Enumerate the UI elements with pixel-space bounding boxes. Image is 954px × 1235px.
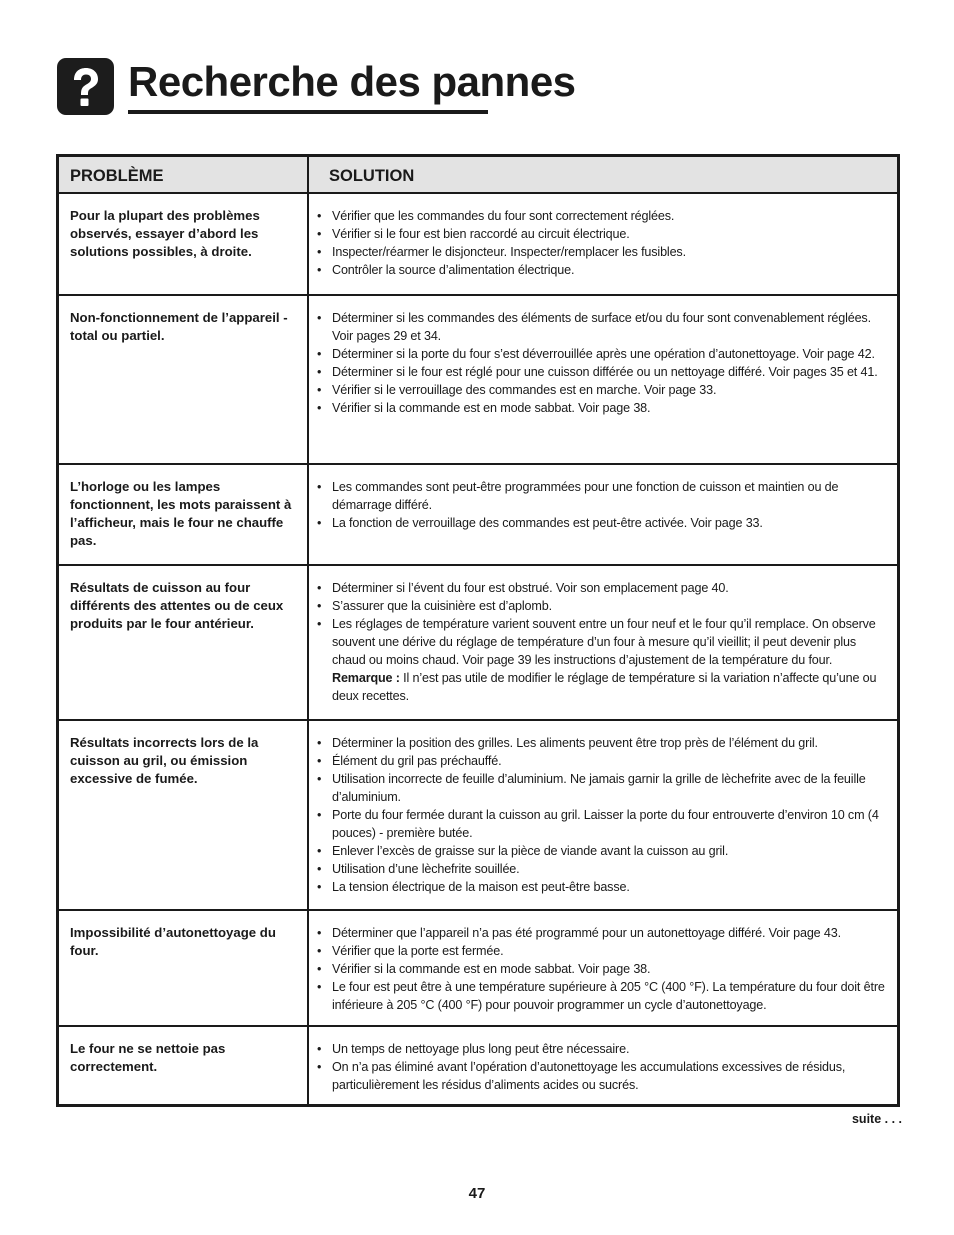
solution-list <box>317 924 892 1014</box>
solution-list <box>317 309 892 417</box>
table-row <box>59 1025 897 1104</box>
page-title: Recherche des pannes <box>128 58 576 105</box>
table-row <box>59 909 897 1025</box>
page-number: 47 <box>468 1185 486 1202</box>
table-row <box>59 564 897 719</box>
solution-list <box>317 579 892 705</box>
solution-item: • Porte du four fermée durant la cuisson au gril. Laisser la porte du four entrouverte d’environ 10 cm (4 pouces) - première butée. <box>317 806 892 842</box>
solution-item: • Vérifier si la commande est en mode sabbat. Voir page 38. <box>317 960 892 978</box>
continued-label: suite . . . <box>851 1112 902 1126</box>
problem-cell: Pour la plupart des problèmes observés, essayer d’abord les solutions possibles, à droite. <box>70 208 260 259</box>
table-row <box>59 463 897 564</box>
solution-item: • Déterminer la position des grilles. Les aliments peuvent être trop près de l’élément du gril. <box>317 734 892 752</box>
solution-item: • Déterminer que l’appareil n’a pas été programmé pour un autonettoyage différé. Voir page 43. <box>317 924 892 942</box>
solution-list <box>317 1040 892 1094</box>
solution-item: • Contrôler la source d’alimentation électrique. <box>317 261 892 279</box>
title-underline <box>128 110 488 114</box>
solution-list <box>317 207 892 279</box>
solution-list <box>317 734 892 896</box>
problem-cell: Non-fonctionnement de l’appareil - total ou partiel. <box>70 310 288 343</box>
question-mark-icon <box>57 58 114 115</box>
problem-cell: Résultats incorrects lors de la cuisson au gril, ou émission excessive de fumée. <box>70 735 259 786</box>
solution-item: • S’assurer que la cuisinière est d’aplomb. <box>317 597 892 615</box>
remark-label: Remarque : <box>332 671 400 685</box>
troubleshooting-table <box>56 154 900 1107</box>
solution-item: • Les commandes sont peut-être programmées pour une fonction de cuisson et maintien ou de démarrage différé. <box>317 478 892 514</box>
solution-item: • On n’a pas éliminé avant l’opération d’autonettoyage les accumulations excessives de résidus, particulièrement les résidus d’aliments acides ou sucrés. <box>317 1058 892 1094</box>
table-header <box>59 157 897 194</box>
column-header-problem: PROBLÈME <box>70 167 164 185</box>
solution-item: • Vérifier si le verrouillage des commandes est en marche. Voir page 33. <box>317 381 892 399</box>
solution-item: • Le four est peut être à une température supérieure à 205 °C (400 °F). La température du four doit être inférieure à 205 °C (400 °F) pour pouvoir programmer un cycle d’autonettoyage. <box>317 978 892 1014</box>
solution-item: • Vérifier que les commandes du four sont correctement réglées. <box>317 207 892 225</box>
solution-item: • Déterminer si la porte du four s’est déverrouillée après une opération d’autonettoyage. Voir page 42. <box>317 345 892 363</box>
solution-item: • La tension électrique de la maison est peut-être basse. <box>317 878 892 896</box>
problem-cell: Impossibilité d’autonettoyage du four. <box>70 925 276 958</box>
solution-item: • Un temps de nettoyage plus long peut être nécessaire. <box>317 1040 892 1058</box>
table-row <box>59 719 897 909</box>
table-row <box>59 194 897 294</box>
remark-text: Il n’est pas utile de modifier le réglage de température si la variation n’affecte qu’une ou deux recettes. <box>332 671 877 703</box>
solution-list <box>317 478 892 532</box>
solution-item: • Déterminer si l’évent du four est obstrué. Voir son emplacement page 40. <box>317 579 892 597</box>
solution-item <box>317 615 892 705</box>
solution-item: • Déterminer si les commandes des éléments de surface et/ou du four sont convenablement réglées. Voir pages 29 et 34. <box>317 309 892 345</box>
solution-item: • La fonction de verrouillage des commandes est peut-être activée. Voir page 33. <box>317 514 892 532</box>
table-row <box>59 294 897 463</box>
solution-item: • Vérifier si la commande est en mode sabbat. Voir page 38. <box>317 399 892 417</box>
solution-item: • Utilisation incorrecte de feuille d’aluminium. Ne jamais garnir la grille de lèchefrite avec de la feuille d’aluminium. <box>317 770 892 806</box>
solution-item: • Vérifier que la porte est fermée. <box>317 942 892 960</box>
solution-item: • Élément du gril pas préchauffé. <box>317 752 892 770</box>
solution-item: • Utilisation d’une lèchefrite souillée. <box>317 860 892 878</box>
problem-cell: L’horloge ou les lampes fonctionnent, les mots paraissent à l’afficheur, mais le four ne chauffe pas. <box>70 479 292 548</box>
solution-item: • Déterminer si le four est réglé pour une cuisson différée ou un nettoyage différé. Voir pages 35 et 41. <box>317 363 892 381</box>
solution-item: • Vérifier si le four est bien raccordé au circuit électrique. <box>317 225 892 243</box>
problem-cell: Résultats de cuisson au four différents des attentes ou de ceux produits par le four antérieur. <box>70 580 284 631</box>
solution-item: • Inspecter/réarmer le disjoncteur. Inspecter/remplacer les fusibles. <box>317 243 892 261</box>
solution-text: Les réglages de température varient souvent entre un four neuf et le four qu’il remplace. On observe souvent une dérive du réglage de température d’un four à mesure qu’il vieillit; il peut devenir plus chaud ou moins chaud. Voir page 39 les instructions d’ajustement de la température du four. <box>332 617 876 667</box>
solution-item: • Enlever l’excès de graisse sur la pièce de viande avant la cuisson au gril. <box>317 842 892 860</box>
column-header-solution: SOLUTION <box>329 167 415 185</box>
problem-cell: Le four ne se nettoie pas correctement. <box>70 1041 226 1074</box>
